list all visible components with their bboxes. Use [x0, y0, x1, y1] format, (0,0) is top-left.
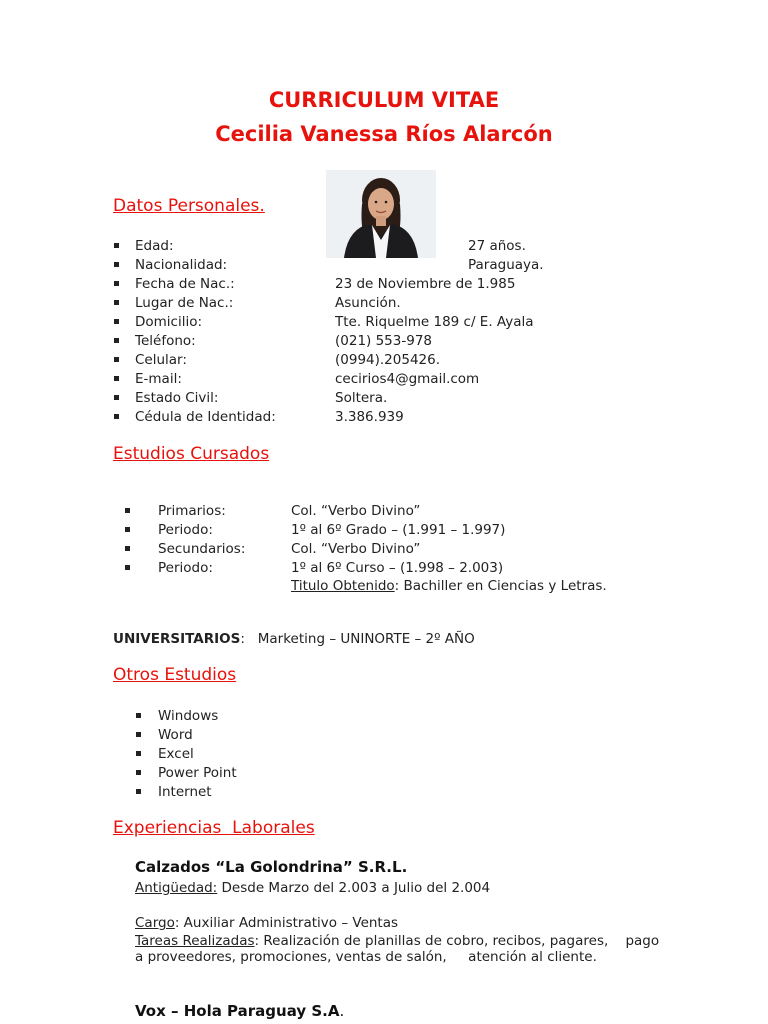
- university-line: [113, 630, 475, 648]
- personal-value-civil-status: Soltera.: [335, 390, 388, 406]
- other-study-item: Power Point: [158, 765, 237, 781]
- person-name: Cecilia Vanessa Ríos Alarcón: [215, 122, 553, 146]
- bullet-icon: [114, 395, 119, 400]
- bullet-icon: [125, 508, 130, 513]
- bullet-icon: [114, 281, 119, 286]
- other-studies-heading: Otros Estudios: [113, 665, 237, 685]
- bullet-icon: [114, 376, 119, 381]
- job1-seniority-label: Antigüedad:: [135, 880, 218, 896]
- job2-company: [135, 1002, 344, 1020]
- job1-tasks-line-2: a proveedores, promociones, ventas de salón, atención al cliente.: [135, 949, 597, 965]
- bullet-icon: [114, 262, 119, 267]
- university-value: : Marketing – UNINORTE – 2º AÑO: [240, 631, 475, 647]
- bullet-icon: [114, 243, 119, 248]
- personal-label-nationality: Nacionalidad:: [135, 257, 228, 273]
- personal-label-birthdate: Fecha de Nac.:: [135, 276, 235, 292]
- bullet-icon: [136, 751, 141, 756]
- job1-company: Calzados “La Golondrina” S.R.L.: [135, 858, 408, 876]
- personal-label-mobile: Celular:: [135, 352, 187, 368]
- studies-label-secondary: Secundarios:: [158, 541, 246, 557]
- personal-label-id: Cédula de Identidad:: [135, 409, 276, 425]
- studies-label-primary: Primarios:: [158, 503, 226, 519]
- job1-tasks-label: Tareas Realizadas: [135, 933, 255, 949]
- job1-role-line: [135, 914, 398, 932]
- studies-value-secondary: Col. “Verbo Divino”: [291, 541, 421, 557]
- personal-value-birthplace: Asunción.: [335, 295, 401, 311]
- bullet-icon: [114, 300, 119, 305]
- bullet-icon: [114, 319, 119, 324]
- studies-heading: Estudios Cursados: [113, 444, 270, 464]
- personal-value-birthdate: 23 de Noviembre de 1.985: [335, 276, 516, 292]
- other-study-item: Internet: [158, 784, 212, 800]
- other-study-item: Word: [158, 727, 193, 743]
- job1-seniority-line: [135, 879, 490, 897]
- job1-role-label: Cargo: [135, 915, 175, 931]
- studies-value-primary: Col. “Verbo Divino”: [291, 503, 421, 519]
- experience-heading: Experiencias Laborales: [113, 818, 315, 838]
- job1-role-value: : Auxiliar Administrativo – Ventas: [174, 915, 399, 931]
- personal-label-phone: Teléfono:: [135, 333, 196, 349]
- personal-label-birthplace: Lugar de Nac.:: [135, 295, 234, 311]
- bullet-icon: [114, 338, 119, 343]
- document-title: CURRICULUM VITAE: [268, 88, 500, 112]
- bullet-icon: [136, 732, 141, 737]
- bullet-icon: [136, 789, 141, 794]
- university-label: UNIVERSITARIOS: [113, 631, 241, 647]
- bullet-icon: [136, 770, 141, 775]
- job1-seniority-value: Desde Marzo del 2.003 a Julio del 2.004: [217, 880, 491, 896]
- degree-value: : Bachiller en Ciencias y Letras.: [394, 578, 607, 594]
- personal-data-heading: Datos Personales.: [113, 196, 265, 216]
- profile-photo: [326, 170, 436, 258]
- job2-company-suffix: .: [339, 1002, 345, 1020]
- personal-value-nationality: Paraguaya.: [468, 257, 544, 273]
- job2-company-name: Vox – Hola Paraguay S.A: [135, 1002, 340, 1020]
- personal-value-email: cecirios4@gmail.com: [335, 371, 480, 387]
- personal-value-mobile: (0994).205426.: [335, 352, 441, 368]
- personal-label-age: Edad:: [135, 238, 174, 254]
- bullet-icon: [125, 565, 130, 570]
- studies-label-period-2: Periodo:: [158, 560, 213, 576]
- studies-label-period-1: Periodo:: [158, 522, 213, 538]
- personal-value-id: 3.386.939: [335, 409, 404, 425]
- bullet-icon: [125, 546, 130, 551]
- personal-value-age: 27 años.: [468, 238, 526, 254]
- personal-label-civil-status: Estado Civil:: [135, 390, 219, 406]
- job1-tasks-value: : Realización de planillas de cobro, recibos, pagares, pago: [254, 933, 660, 949]
- bullet-icon: [136, 713, 141, 718]
- personal-value-address: Tte. Riquelme 189 c/ E. Ayala: [335, 314, 534, 330]
- degree-line: [291, 577, 607, 595]
- bullet-icon: [114, 357, 119, 362]
- studies-value-period-2: 1º al 6º Curso – (1.998 – 2.003): [291, 560, 504, 576]
- studies-value-period-1: 1º al 6º Grado – (1.991 – 1.997): [291, 522, 506, 538]
- other-study-item: Excel: [158, 746, 194, 762]
- bullet-icon: [114, 414, 119, 419]
- degree-label: Titulo Obtenido: [291, 578, 395, 594]
- personal-value-phone: (021) 553-978: [335, 333, 432, 349]
- bullet-icon: [125, 527, 130, 532]
- other-study-item: Windows: [158, 708, 219, 724]
- personal-label-email: E-mail:: [135, 371, 182, 387]
- personal-label-address: Domicilio:: [135, 314, 203, 330]
